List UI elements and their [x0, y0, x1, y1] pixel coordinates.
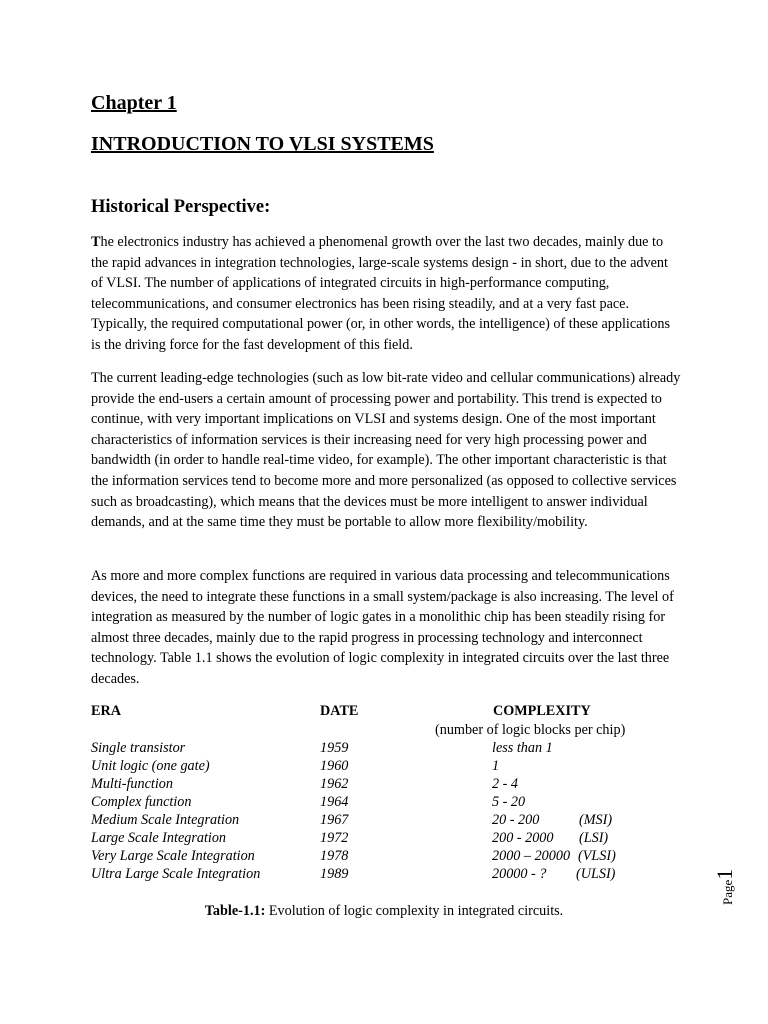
header-complexity-subtitle: (number of logic blocks per chip)	[435, 722, 626, 738]
page-number-value: 1	[712, 868, 737, 880]
paragraph-1	[91, 232, 681, 356]
date-cell: 1972	[320, 830, 349, 846]
scale-cell: (MSI)	[579, 812, 613, 828]
era-cell: Multi-function	[91, 776, 173, 792]
scale-cell: (VLSI)	[578, 848, 616, 864]
era-cell: Single transistor	[91, 740, 186, 756]
era-cell: Ultra Large Scale Integration	[91, 866, 261, 882]
page-number	[712, 869, 738, 905]
date-cell: 1989	[320, 866, 349, 882]
date-cell: 1960	[320, 758, 349, 774]
table-row	[91, 776, 691, 794]
chapter-title: INTRODUCTION TO VLSI SYSTEMS	[91, 133, 434, 155]
table-row	[91, 794, 691, 812]
era-cell: Large Scale Integration	[91, 830, 227, 846]
date-cell: 1962	[320, 776, 349, 792]
scale-cell: (LSI)	[579, 830, 609, 846]
table-row	[91, 812, 691, 830]
complexity-cell: 200 - 2000	[492, 830, 554, 846]
table-caption	[0, 903, 768, 920]
caption-text: Evolution of logic complexity in integrated circuits.	[265, 903, 564, 919]
table-row	[91, 830, 691, 848]
date-cell: 1978	[320, 848, 349, 864]
paragraph-3: As more and more complex functions are required in various data processing and telecommunications devices, the need to integrate these functions in a small system/package is also increasing. The level of integration as measured by the number of logic gates in a monolithic chip has been steadily rising for almost three decades, mainly due to the rapid progress in processing technology and interconnect technology. Table 1.1 shows the evolution of logic complexity in integrated circuits over the last three decades.	[91, 568, 674, 687]
complexity-cell: 2000 – 20000	[492, 848, 571, 864]
complexity-cell: 20000 - ?	[492, 866, 547, 882]
paragraph-1-text: he electronics industry has achieved a phenomenal growth over the last two decades, mainly due to the rapid advances in integration technologies, large-scale systems design - in short, due to the advent of VLSI. The number of applications of integrated circuits in high-performance computing, telecommunications, and consumer electronics has been rising steadily, and at a very fast pace. Typically, the required computational power (or, in other words, the intelligence) of these applications is the driving force for the fast development of this field.	[91, 234, 671, 353]
complexity-cell: less than 1	[492, 740, 553, 756]
caption-label: Table-1.1:	[204, 903, 266, 919]
header-era: ERA	[91, 703, 121, 719]
table-row	[91, 866, 691, 884]
complexity-cell: 1	[492, 758, 500, 774]
header-complexity: COMPLEXITY	[493, 703, 591, 719]
date-cell: 1964	[320, 794, 349, 810]
header-date: DATE	[320, 703, 359, 719]
era-cell: Medium Scale Integration	[91, 812, 240, 828]
complexity-cell: 5 - 20	[492, 794, 526, 810]
era-cell: Complex function	[91, 794, 192, 810]
era-cell: Very Large Scale Integration	[91, 848, 255, 864]
paragraph-2: The current leading-edge technologies (such as low bit-rate video and cellular communications) already provide the end-users a certain amount of processing power and portability. This trend is expected to continue, with very important implications on VLSI and systems design. One of the most important characteristics of information services is their increasing need for very high processing power and bandwidth (in order to handle real-time video, for example). The other important characteristic is that the information services tend to become more and more personalized (as opposed to collective services such as broadcasting), which means that the devices must be more intelligent to answer individual demands, and at the same time they must be portable to allow more flexibility/mobility.	[91, 370, 681, 531]
page-label: Page	[720, 879, 735, 905]
section-heading: Historical Perspective:	[91, 197, 271, 217]
scale-cell: (ULSI)	[576, 866, 616, 882]
complexity-cell: 2 - 4	[492, 776, 519, 792]
table-row	[91, 758, 691, 776]
date-cell: 1959	[320, 740, 349, 756]
chapter-heading: Chapter 1	[91, 92, 177, 114]
table-row	[91, 848, 691, 866]
date-cell: 1967	[320, 812, 349, 828]
era-cell: Unit logic (one gate)	[91, 758, 210, 774]
drop-cap: T	[91, 234, 101, 250]
table-row	[91, 740, 691, 758]
complexity-cell: 20 - 200	[492, 812, 540, 828]
